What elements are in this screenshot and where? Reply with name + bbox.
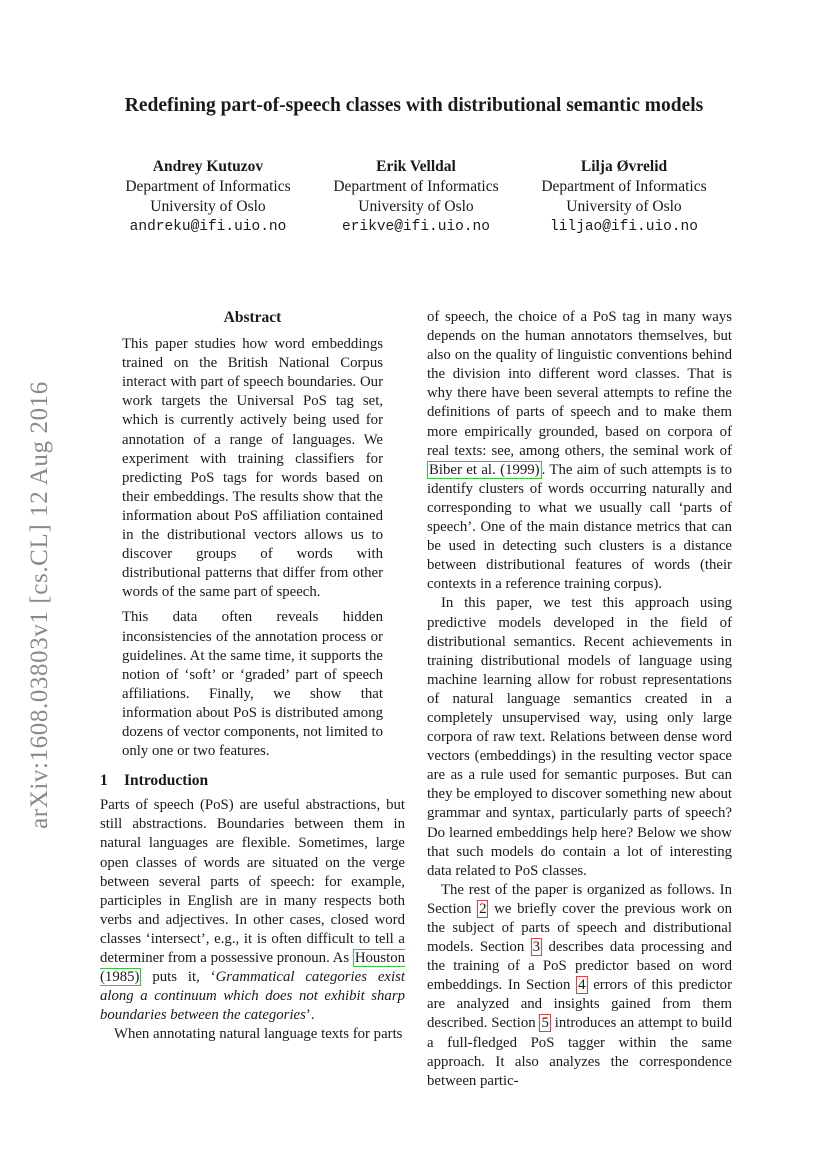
arxiv-identifier-stamp: arXiv:1608.03803v1 [cs.CL] 12 Aug 2016 (26, 381, 53, 829)
paper-title: Redefining part-of-speech classes with distributional semantic models (124, 95, 704, 116)
body-paragraph (100, 796, 405, 1025)
body-paragraph (427, 881, 732, 1091)
left-column (100, 308, 405, 1044)
text-run: When annotating natural language texts for parts (114, 1026, 403, 1043)
abstract-paragraph: This data often reveals hidden inconsistencies of the annotation process or guidelines. At the same time, it supports the notion of ‘soft’ or ‘graded’ part of speech affiliations. Finally, we show that information about PoS is distributed among dozens of vector components, not limited to only one or two features. (122, 609, 383, 760)
author-department: Department of Informatics (541, 178, 707, 195)
right-column (427, 308, 732, 1091)
author-block (118, 157, 298, 237)
section-ref-link[interactable]: 5 (541, 1015, 549, 1032)
author-email: erikve@ifi.uio.no (342, 219, 490, 235)
author-name: Lilja Øvrelid (580, 158, 668, 175)
text-run: The rest of the paper is organized as follows. In Section (427, 881, 732, 917)
author-name: Andrey Kutuzov (152, 158, 264, 175)
author-name: Erik Velldal (376, 158, 456, 175)
citation-link[interactable]: Biber et al. (1999) (429, 461, 540, 478)
author-block (532, 157, 716, 237)
author-university: University of Oslo (150, 198, 266, 215)
author-university: University of Oslo (566, 198, 682, 215)
text-run: of speech, the choice of a PoS tag in many ways depends on the human annotators themselves, but also on the quality of linguistic conventions behind the division into different word classes. That is why there have been several attempts to refine the definitions of parts of speech and to make them more empirically grounded, based on corpora of real texts: see, among others, the seminal work of (427, 309, 732, 459)
section-heading-introduction (100, 771, 405, 790)
quoted-text: Grammatical categories exist along a continuum which does not exhibit sharp boundaries between the categories (100, 969, 405, 1024)
section-ref-link[interactable]: 3 (532, 939, 541, 956)
author-department: Department of Informatics (333, 178, 499, 195)
text-run: . The aim of such attempts is to identify clusters of words occurring naturally and corresponding to what we usually call ‘parts of speech’. One of the main distance metrics that can be used in detecting such clusters is a distance between distributional features of words (their contexts in a reference training corpus). (427, 461, 732, 593)
citation-link[interactable]: Houston (1985) (100, 950, 405, 986)
body-paragraph: In this paper, we test this approach using predictive models developed in the field of distributional semantics. Recent achievements in training distributional models of language using machine learning allow for robust representations of natural language semantics created in a completely unsupervised way, using only large corpora of raw text. Relations between dense word vectors (embeddings) in the resulting vector space are as a rule used for semantic purposes. But can they be employed to discover something new about grammar and syntax, particularly parts of speech? Do learned embeddings help here? Below we show that such models do contain a lot of interesting data related to PoS classes. (427, 595, 732, 879)
text-run: puts it, ‘ (141, 969, 216, 986)
text-run: errors of this predictor are analyzed and insights gained from them described. Section (427, 977, 733, 1032)
section-title: Introduction (124, 772, 209, 790)
author-email: andreku@ifi.uio.no (129, 219, 287, 235)
body-paragraph (100, 1025, 405, 1044)
text-run: we briefly cover the previous work on the subject of parts of speech and distributional models. Section (427, 900, 732, 956)
text-run: Parts of speech (PoS) are useful abstractions, but still abstractions. Boundaries between them in natural languages are flexible. Sometimes, large open classes of words are situated on the verge between several parts of speech: for example, participles in English are in many respects both verbs and adjectives. In other cases, closed word classes ‘intersect’, e.g., it is often difficult to tell a determiner from a possessive pronoun. As (100, 797, 405, 966)
section-number: 1 (100, 772, 108, 790)
text-run: ’. (305, 1007, 315, 1024)
author-block (324, 157, 508, 237)
text-run: describes data processing and the training of a PoS predictor based on word embeddings. In Section (427, 939, 732, 994)
text-run: introduces an attempt to build a full-fledged PoS tagger within the same approach. It also analyzes the correspondence between partic- (427, 1015, 732, 1089)
abstract-paragraph: This paper studies how word embeddings trained on the British National Corpus interact with part of speech boundaries. Our work targets the Universal PoS tag set, which is currently actively being used for annotation of a range of languages. We experiment with training classifiers for predicting PoS tags for words based on their embeddings. The results show that the information about PoS affiliation contained in the distributional vectors allows us to discover groups of words with distributional patterns that differ from other words of the same part of speech. (122, 336, 383, 601)
abstract-heading: Abstract (223, 309, 282, 326)
author-email: liljao@ifi.uio.no (550, 219, 698, 235)
author-university: University of Oslo (358, 198, 474, 215)
section-ref-link[interactable]: 2 (479, 900, 487, 917)
body-paragraph-continued (427, 308, 732, 594)
author-department: Department of Informatics (125, 178, 291, 195)
section-ref-link[interactable]: 4 (578, 977, 586, 994)
abstract (100, 308, 405, 761)
